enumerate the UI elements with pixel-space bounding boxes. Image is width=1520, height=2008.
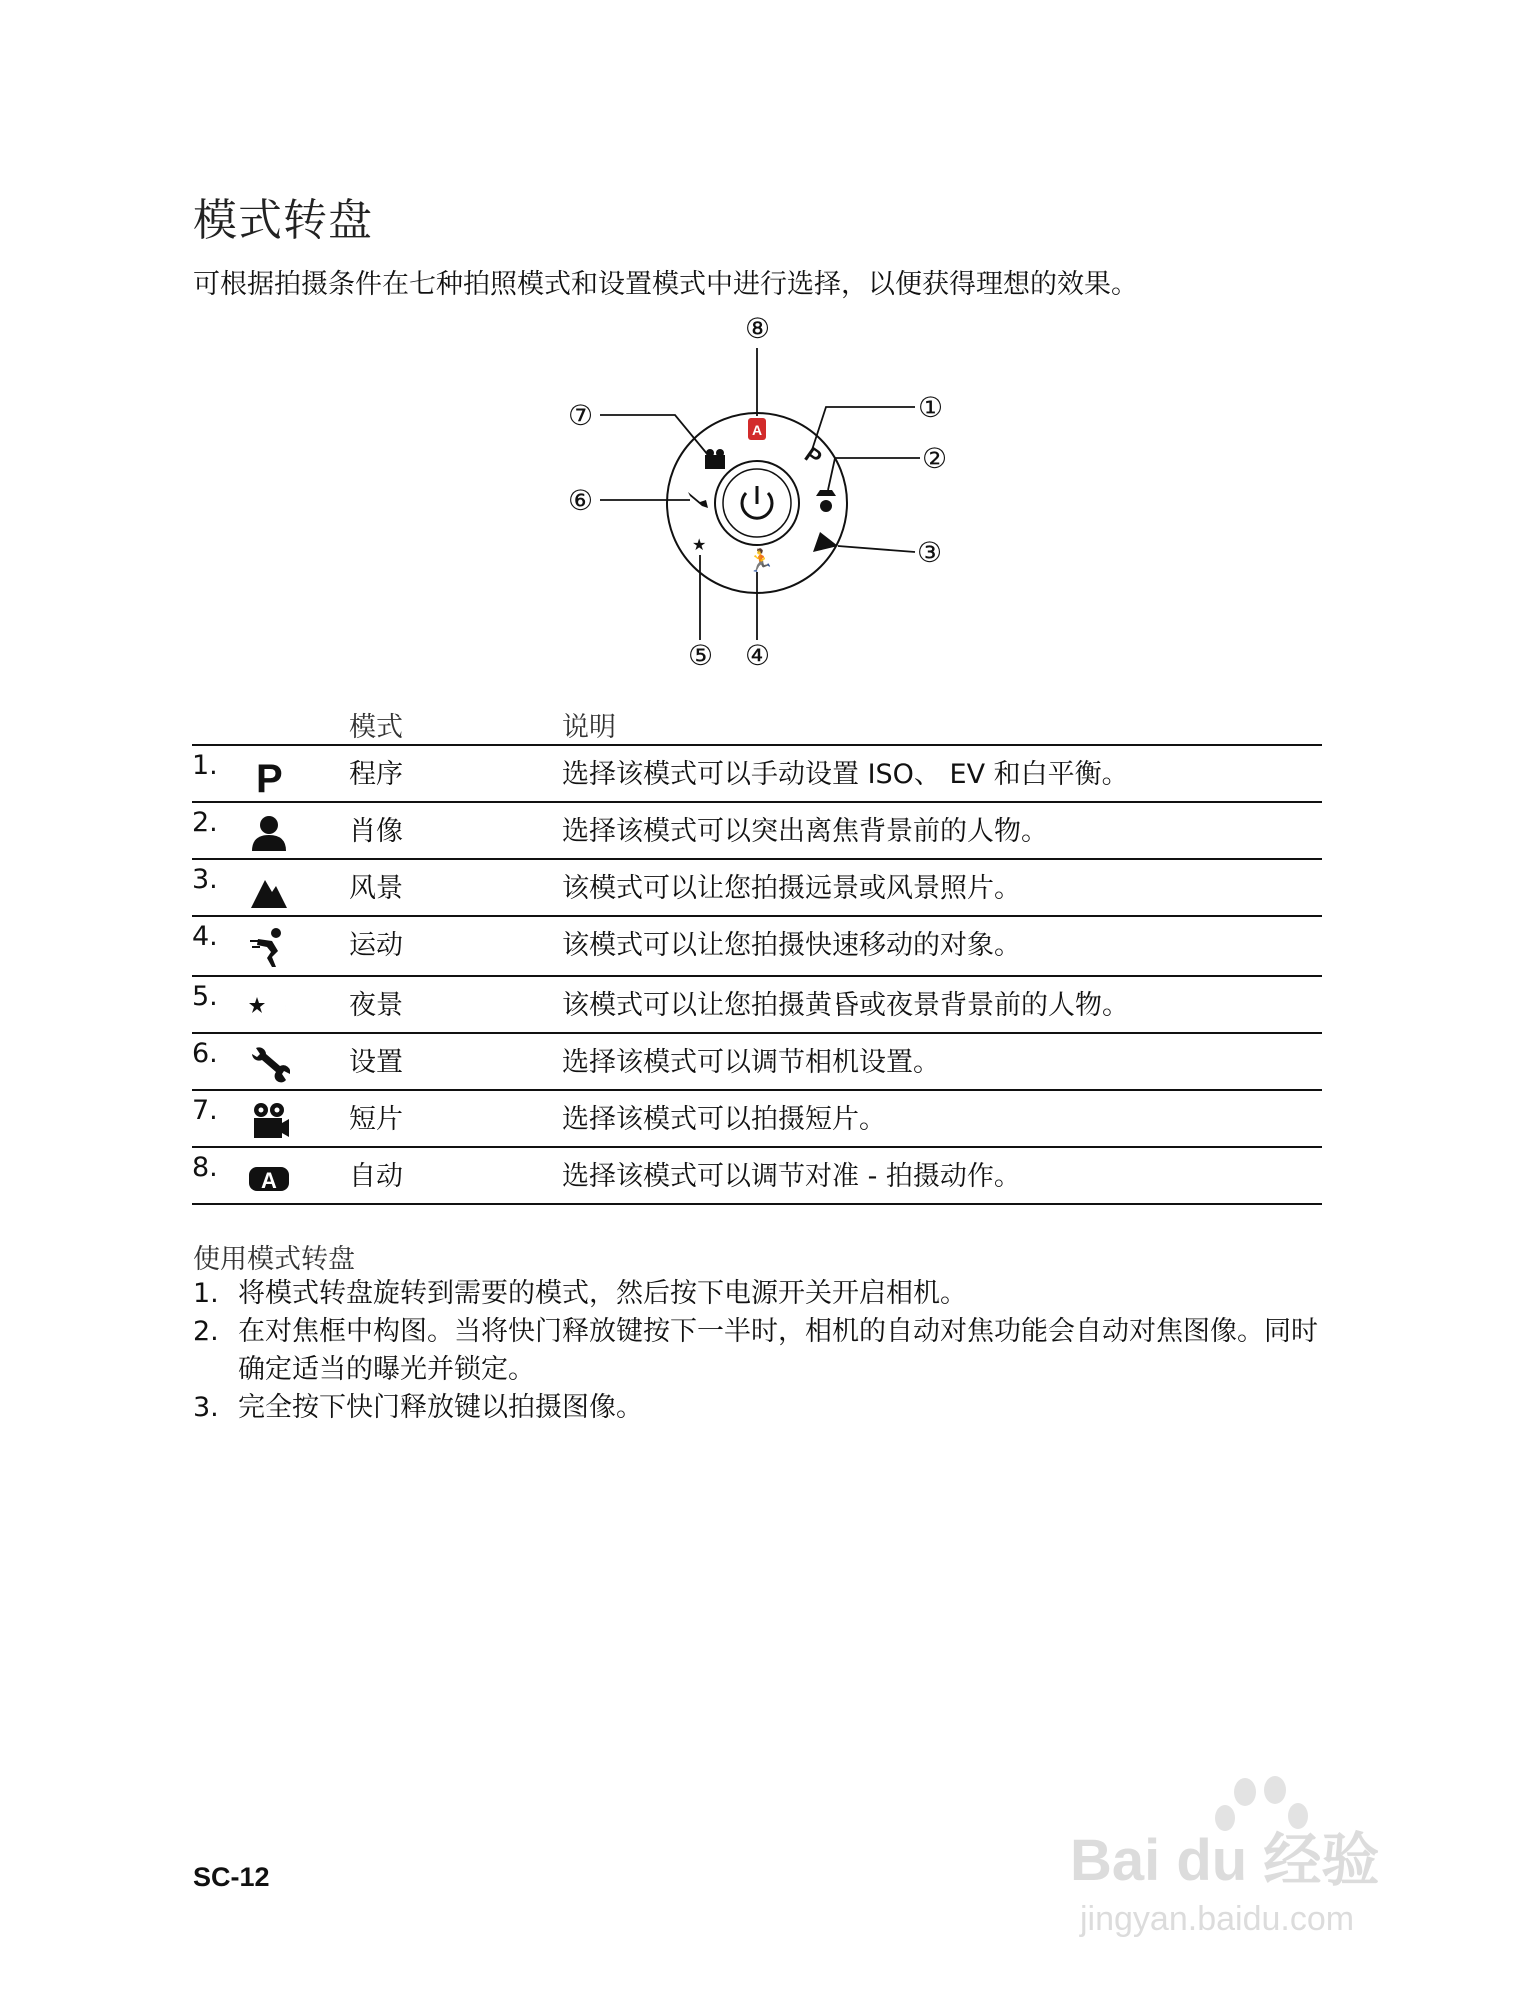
mode-name: 运动 <box>349 930 403 961</box>
row-number: 2. <box>192 807 218 838</box>
mode-description: 选择该模式可以突出离焦背景前的人物。 <box>562 816 1048 847</box>
mode-description: 选择该模式可以调节对准 - 拍摄动作。 <box>562 1161 1021 1192</box>
mode-dial-diagram <box>540 310 980 680</box>
mode-name: 夜景 <box>349 990 403 1021</box>
step-number: 2. <box>193 1316 219 1347</box>
table-header-mode: 模式 <box>349 712 403 743</box>
callout-line-3 <box>838 546 915 552</box>
table-row <box>192 917 1322 977</box>
svg-text:A: A <box>751 422 763 438</box>
callout-2: ② <box>922 442 948 475</box>
row-number: 3. <box>192 864 218 895</box>
paw-icon <box>1215 1776 1308 1831</box>
callout-1: ① <box>918 391 944 424</box>
list-item <box>193 1389 1333 1427</box>
auto-a-icon <box>248 1158 290 1198</box>
usage-section-title: 使用模式转盘 <box>193 1244 355 1275</box>
dial-sports-icon <box>747 548 774 574</box>
mode-description: 选择该模式可以调节相机设置。 <box>562 1047 940 1078</box>
table-row <box>192 860 1322 917</box>
night-icon <box>248 987 290 1027</box>
watermark-brand: Bai du 经验 <box>1070 1828 1380 1893</box>
svg-text:🏃: 🏃 <box>747 549 775 574</box>
svg-text:P: P <box>800 441 827 471</box>
page-number: SC-12 <box>193 1862 270 1892</box>
row-number: 4. <box>192 921 218 952</box>
mode-description: 选择该模式可以手动设置 ISO、 EV 和白平衡。 <box>562 759 1129 790</box>
mode-description: 该模式可以让您拍摄黄昏或夜景背景前的人物。 <box>562 990 1129 1021</box>
table-row <box>192 1091 1322 1148</box>
table-header-description: 说明 <box>562 712 616 743</box>
mode-description: 选择该模式可以拍摄短片。 <box>562 1104 886 1135</box>
baidu-watermark <box>1060 1770 1450 1945</box>
callout-3: ③ <box>917 536 943 569</box>
landscape-icon <box>248 870 290 910</box>
mode-name: 程序 <box>349 759 403 790</box>
callout-6: ⑥ <box>568 484 594 517</box>
mode-name: 设置 <box>349 1047 403 1078</box>
mode-name: 肖像 <box>349 816 403 847</box>
step-text: 将模式转盘旋转到需要的模式，然后按下电源开关开启相机。 <box>238 1278 967 1309</box>
step-number: 1. <box>193 1278 219 1309</box>
program-p-icon <box>248 756 290 796</box>
mode-description: 该模式可以让您拍摄远景或风景照片。 <box>562 873 1021 904</box>
step-text: 在对焦框中构图。当将快门释放键按下一半时，相机的自动对焦功能会自动对焦图像。同时确定适当的曝光并锁定。 <box>238 1316 1318 1385</box>
row-number: 8. <box>192 1152 218 1183</box>
table-row <box>192 1148 1322 1205</box>
table-row <box>192 977 1322 1034</box>
row-number: 7. <box>192 1095 218 1126</box>
list-item <box>193 1275 1333 1313</box>
mode-name: 自动 <box>349 1161 403 1192</box>
table-row <box>192 803 1322 860</box>
row-number: 5. <box>192 981 218 1012</box>
usage-steps-list <box>193 1275 1333 1427</box>
row-number: 6. <box>192 1038 218 1069</box>
callout-5: ⑤ <box>688 639 714 672</box>
page-title: 模式转盘 <box>193 195 373 246</box>
wrench-icon <box>248 1044 290 1084</box>
svg-text:★: ★ <box>692 535 707 554</box>
mode-name: 风景 <box>349 873 403 904</box>
callout-line-1 <box>812 407 915 450</box>
mode-table <box>192 744 1322 1205</box>
row-number: 1. <box>192 750 218 781</box>
table-row <box>192 746 1322 803</box>
dial-auto-icon <box>748 418 766 440</box>
callout-7: ⑦ <box>568 399 594 432</box>
mode-description: 该模式可以让您拍摄快速移动的对象。 <box>562 930 1021 961</box>
sports-icon <box>248 927 290 967</box>
list-item <box>193 1313 1333 1389</box>
table-row <box>192 1034 1322 1091</box>
callout-4: ④ <box>745 639 771 672</box>
svg-text:A: A <box>261 1168 277 1193</box>
movie-camera-icon <box>248 1101 290 1141</box>
svg-text:P: P <box>256 757 283 796</box>
intro-text: 可根据拍摄条件在七种拍照模式和设置模式中进行选择，以便获得理想的效果。 <box>193 269 1138 300</box>
step-number: 3. <box>193 1392 219 1423</box>
callout-8: ⑧ <box>745 312 771 345</box>
step-text: 完全按下快门释放键以拍摄图像。 <box>238 1392 643 1423</box>
mode-name: 短片 <box>349 1104 403 1135</box>
watermark-url: jingyan.baidu.com <box>1080 1900 1355 1938</box>
portrait-icon <box>248 813 290 853</box>
